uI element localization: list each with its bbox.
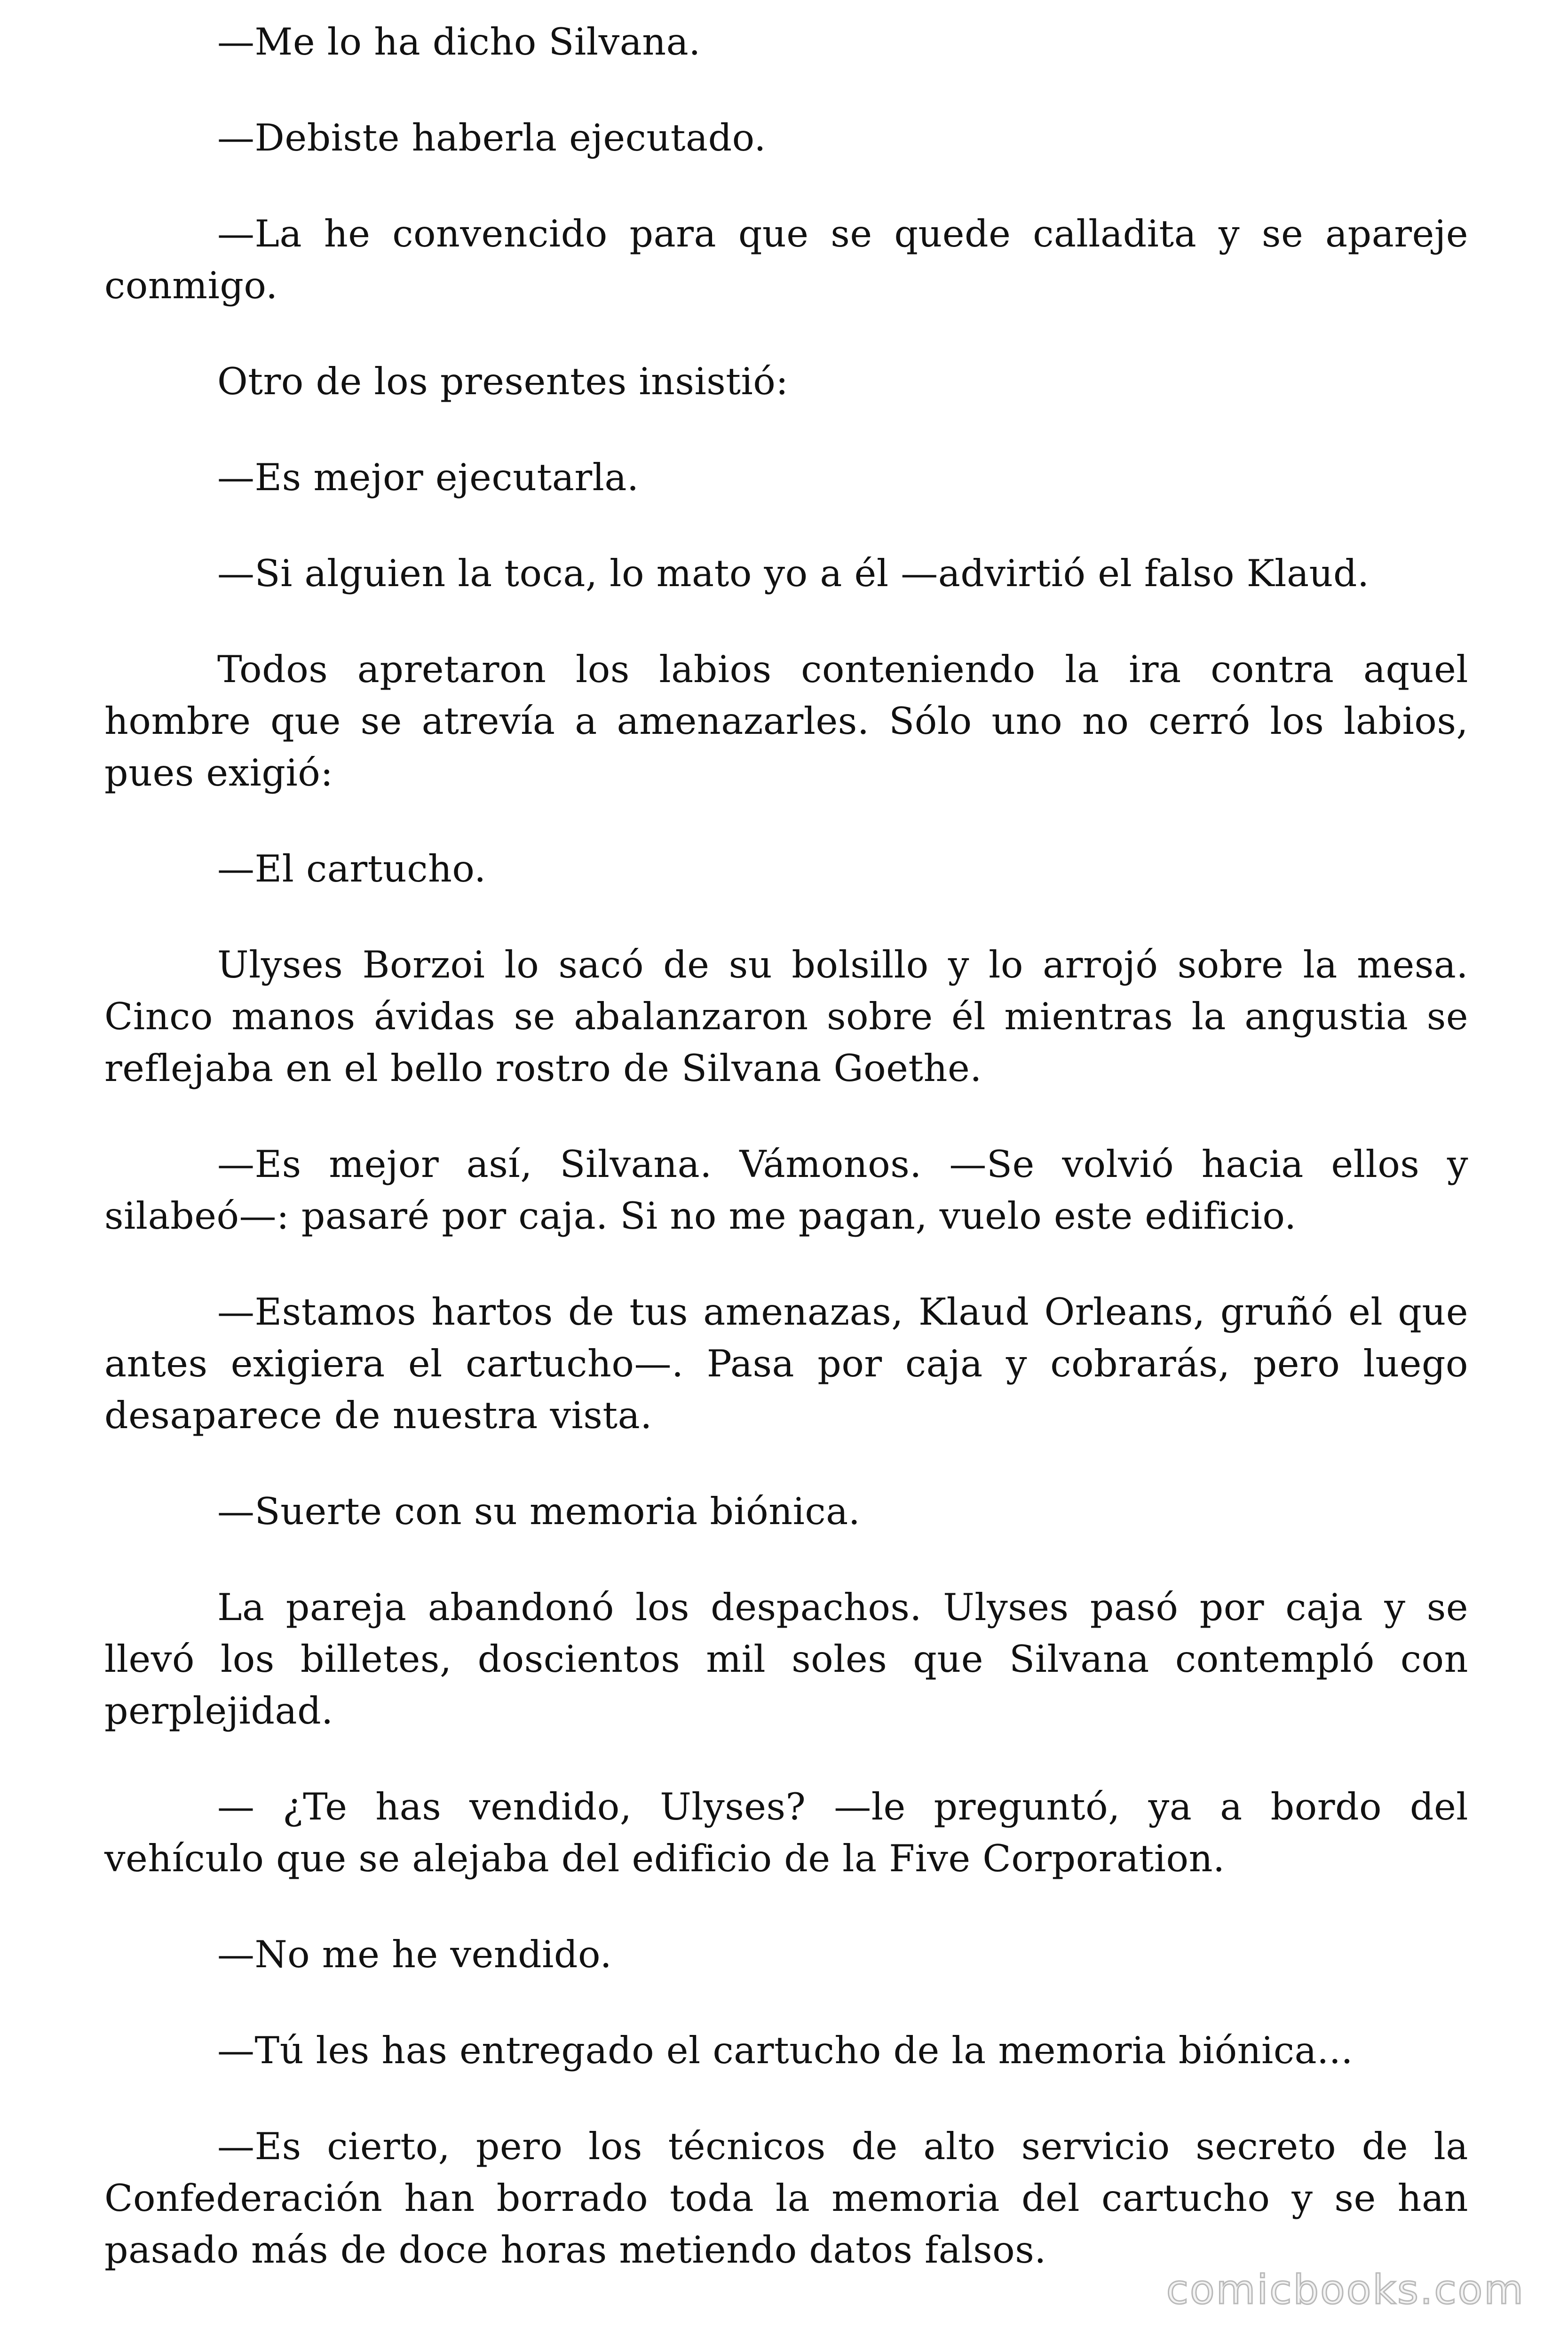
paragraph-14: — ¿Te has vendido, Ulyses? —le preguntó, ya a bordo del vehículo que se alejaba del edificio de la Five Corporation. bbox=[104, 1785, 1468, 1880]
paragraph-9: Ulyses Borzoi lo sacó de su bolsillo y lo arrojó sobre la mesa. Cinco manos ávidas se abalanzaron sobre él mientras la angustia se reflejaba en el bello rostro de Silvana Goethe. bbox=[104, 943, 1468, 1090]
paragraph-2: —Debiste haberla ejecutado. bbox=[217, 116, 766, 159]
paragraph-4: Otro de los presentes insistió: bbox=[217, 360, 789, 403]
paragraph-11: —Estamos hartos de tus amenazas, Klaud Orleans, gruñó el que antes exigiera el cartucho—. Pasa por caja y cobrarás, pero luego desaparece de nuestra vista. bbox=[104, 1290, 1468, 1437]
watermark: comicbooks.com bbox=[1166, 2266, 1525, 2313]
paragraph-10: —Es mejor así, Silvana. Vámonos. —Se volvió hacia ellos y silabeó—: pasaré por caja. Si no me pagan, vuelo este edificio. bbox=[104, 1143, 1468, 1238]
paragraph-12: —Suerte con su memoria biónica. bbox=[217, 1490, 861, 1533]
document-page bbox=[104, 16, 1468, 2320]
paragraph-15: —No me he vendido. bbox=[217, 1933, 612, 1976]
paragraph-5: —Es mejor ejecutarla. bbox=[217, 456, 639, 499]
paragraph-16: —Tú les has entregado el cartucho de la memoria biónica... bbox=[217, 2029, 1353, 2072]
paragraph-6: —Si alguien la toca, lo mato yo a él —advirtió el falso Klaud. bbox=[217, 552, 1370, 595]
paragraph-3: —La he convencido para que se quede calladita y se apareje conmigo. bbox=[104, 212, 1468, 307]
paragraph-1: —Me lo ha dicho Silvana. bbox=[217, 20, 701, 64]
paragraph-17: —Es cierto, pero los técnicos de alto servicio secreto de la Confederación han borrado toda la memoria del cartucho y se han pasado más de doce horas metiendo datos falsos. bbox=[104, 2125, 1468, 2272]
paragraph-8: —El cartucho. bbox=[217, 847, 486, 890]
paragraph-13: La pareja abandonó los despachos. Ulyses pasó por caja y se llevó los billetes, doscientos mil soles que Silvana contempló con perplejidad. bbox=[104, 1586, 1468, 1732]
paragraph-7: Todos apretaron los labios conteniendo la ira contra aquel hombre que se atrevía a amenazarles. Sólo uno no cerró los labios, pues exigió: bbox=[104, 648, 1468, 795]
